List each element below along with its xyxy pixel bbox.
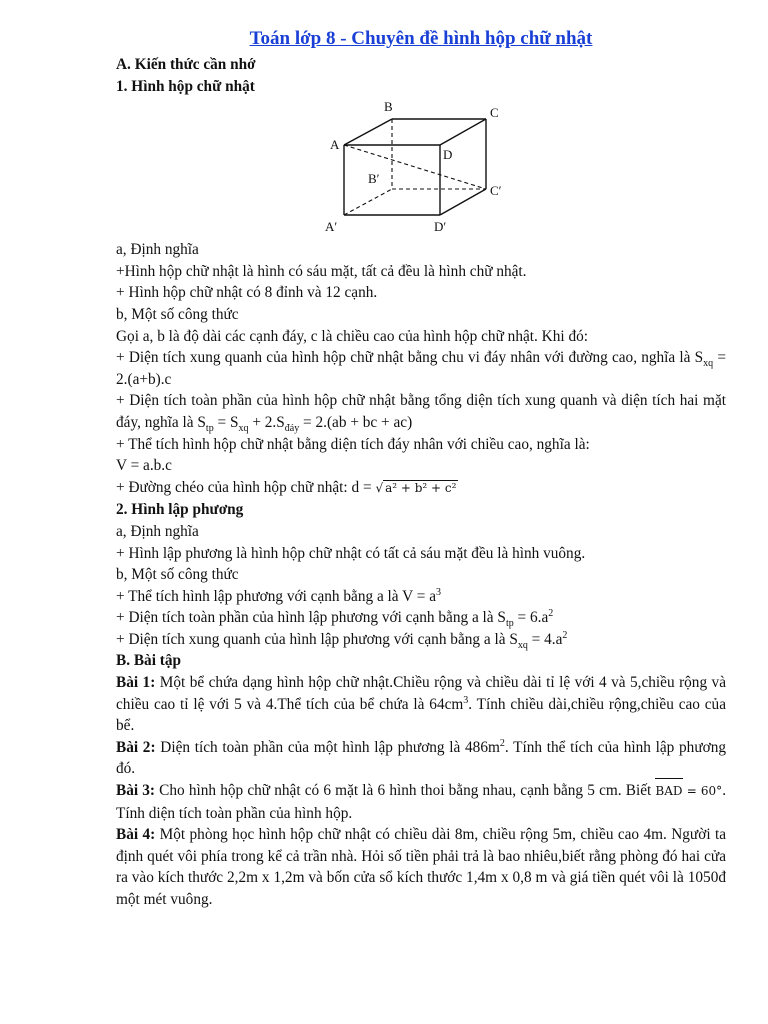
box-figure	[116, 97, 726, 239]
cuboid-diagram	[324, 97, 514, 239]
document-page	[116, 28, 726, 911]
sqrt-expression: √ a² + b² + c²	[375, 480, 457, 495]
formula-total-area: + Diện tích toàn phần của hình hộp chữ nhật bằng tổng diện tích xung quanh và diện tích hai mặt đáy, nghĩa là $S_{tp} = S_{xq} + 2.S_{đáy} = 2.(ab$ + bc + ac)	[116, 392, 726, 434]
page-title[interactable]: Toán lớp 8 - Chuyên đề hình hộp chữ nhật	[249, 28, 593, 49]
vertex-label-B: B	[384, 99, 393, 115]
definition-heading-2: a, Định nghĩa	[116, 522, 199, 540]
text-line: Gọi a, b là độ dài các cạnh đáy, c là chiều cao của hình hộp chữ nhật. Khi đó:	[116, 327, 588, 345]
vertex-label-D: D	[443, 147, 453, 163]
formula-diagonal: + Đường chéo của hình hộp chữ nhật: d = √ a² + b² + c²	[116, 478, 457, 496]
angle-expression: BAD = 60°	[655, 784, 722, 798]
vertex-label-D1: D′	[434, 219, 447, 235]
edge-DC	[440, 119, 486, 145]
exercise-3: Bài 3: Cho hình hộp chữ nhật có 6 mặt là 6 hình thoi bằng nhau, cạnh bằng 5 cm. Biết BAD = 60°. Tính diện tích toàn phần của hình hộp.	[116, 782, 727, 822]
formula-volume: V = a.b.c	[116, 457, 172, 475]
text-line: +Hình hộp chữ nhật là hình có sáu mặt, tất cả đều là hình chữ nhật.	[116, 262, 527, 280]
vertex-label-A: A	[330, 137, 340, 153]
formula-cube-lateral-area: + Diện tích xung quanh của hình lập phương với cạnh bằng a là $S_{xq} = 4.a^2$	[116, 629, 568, 651]
formula-cube-volume: + Thể tích hình lập phương với cạnh bằng a là $V = a^3$	[116, 586, 441, 605]
vertex-label-C: C	[490, 105, 499, 121]
subsection-1-heading: 1. Hình hộp chữ nhật	[116, 77, 255, 95]
edge-A1B1-hidden	[344, 189, 392, 215]
formula-cube-total-area: + Diện tích toàn phần của hình lập phương với cạnh bằng a là $S_{tp} = 6.a^2$	[116, 608, 554, 630]
formula-heading-2: b, Một số công thức	[116, 566, 239, 584]
vertex-label-C1: C′	[490, 183, 502, 199]
text-line: + Thể tích hình hộp chữ nhật bằng diện tích đáy nhân với chiều cao, nghĩa là:	[116, 435, 590, 453]
vertex-label-B1: B′	[368, 171, 380, 187]
exercise-2: Bài 2: Diện tích toàn phần của một hình lập phương là $486m^2$. Tính thể tích của hình lập phương đó.	[116, 737, 727, 778]
text-line: + Hình lập phương là hình hộp chữ nhật có tất cả sáu mặt đều là hình vuông.	[116, 544, 586, 562]
section-b-heading: B. Bài tập	[116, 652, 182, 670]
definition-heading-1: a, Định nghĩa	[116, 241, 199, 259]
formula-lateral-area: + Diện tích xung quanh của hình hộp chữ nhật bằng chu vi đáy nhân với đường cao, nghĩa là $S_{xq} = 2.(a+b).c$	[116, 349, 726, 388]
diagonal-AC1	[344, 145, 486, 189]
edge-AB	[344, 119, 392, 145]
text-line: + Hình hộp chữ nhật có 8 đỉnh và 12 cạnh.	[116, 284, 378, 302]
exercise-4: Bài 4: Một phòng học hình hộp chữ nhật có chiều dài 8m, chiều rộng 5m, chiều cao 4m. Người ta định quét vôi phía trong kể cả trần nhà. Hỏi số tiền phải trả là bao nhiêu,biết rằng phòng đó hai cửa ra vào kích thước 2,2m x 1,2m và bốn cửa sổ kích thước 1,4m x 0,8 m và giá tiền quét vôi là 1050đ một mét vuông.	[116, 826, 726, 908]
exercise-1: Bài 1: Một bể chứa dạng hình hộp chữ nhật.Chiều rộng và chiều dài tỉ lệ với 4 và 5,chiều rộng và chiều cao tỉ lệ với 5 và 4.Thể tích của bể chứa là $64cm^3$. Tính chiều dài,chiều rộng,chiều cao của bể.	[116, 674, 726, 735]
subsection-2-heading: 2. Hình lập phương	[116, 501, 244, 519]
edge-D1C1	[440, 189, 486, 215]
section-a-heading: A. Kiến thức cần nhớ	[116, 56, 256, 73]
formula-heading-1: b, Một số công thức	[116, 305, 239, 323]
vertex-label-A1: A′	[325, 219, 338, 235]
